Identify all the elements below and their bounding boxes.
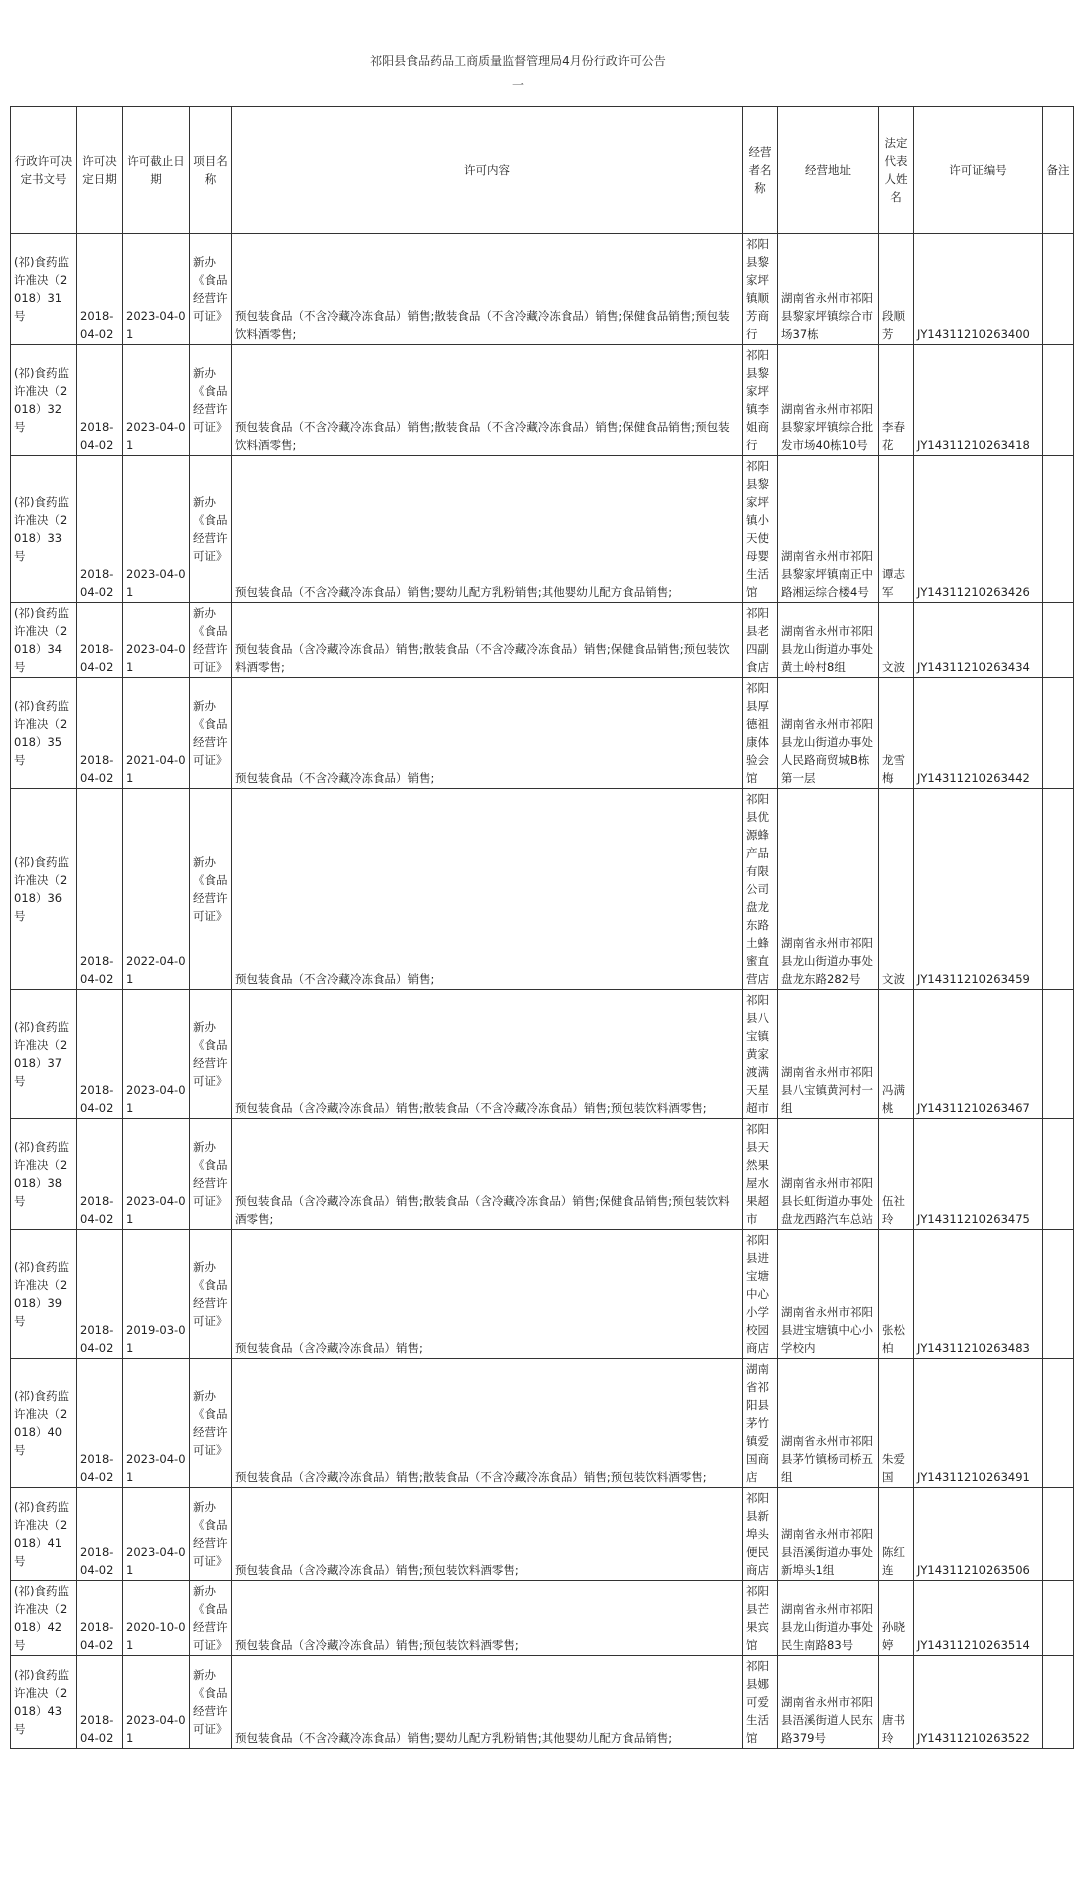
table-row [11,603,1074,678]
cell-decision-date: 2018-04-02 [77,990,123,1119]
table-header-row [11,107,1074,234]
cell-license-number: JY14311210263522 [914,1656,1043,1749]
cell-license-number: JY14311210263467 [914,990,1043,1119]
cell-legal-rep: 陈红连 [879,1488,914,1581]
cell-remark [1043,456,1074,603]
cell-decision-date: 2018-04-02 [77,789,123,990]
cell-decision-date: 2018-04-02 [77,1359,123,1488]
cell-address: 湖南省永州市祁阳县浯溪街道人民东路379号 [778,1656,879,1749]
cell-license-number: JY14311210263491 [914,1359,1043,1488]
cell-doc-number: (祁)食药监许准决（2018）43号 [11,1656,77,1749]
cell-license-number: JY14311210263418 [914,345,1043,456]
table-row [11,345,1074,456]
cell-doc-number: (祁)食药监许准决（2018）41号 [11,1488,77,1581]
cell-license-number: JY14311210263475 [914,1119,1043,1230]
cell-remark [1043,990,1074,1119]
cell-address: 湖南省永州市祁阳县龙山街道办事处黄土岭村8组 [778,603,879,678]
cell-legal-rep: 李春花 [879,345,914,456]
cell-remark [1043,345,1074,456]
cell-legal-rep: 唐书玲 [879,1656,914,1749]
cell-expire-date: 2023-04-01 [123,234,190,345]
cell-address: 湖南省永州市祁阳县茅竹镇杨司桥五组 [778,1359,879,1488]
cell-doc-number: (祁)食药监许准决（2018）38号 [11,1119,77,1230]
cell-doc-number: (祁)食药监许准决（2018）35号 [11,678,77,789]
table-row [11,1119,1074,1230]
cell-legal-rep: 段顺芳 [879,234,914,345]
cell-project-name: 新办《食品经营许可证》 [190,1488,232,1581]
table-row [11,1656,1074,1749]
cell-operator-name: 祁阳县天然果屋水果超市 [743,1119,778,1230]
header-legal-rep: 法定代表人姓名 [879,107,914,234]
cell-legal-rep: 龙雪梅 [879,678,914,789]
table-row [11,234,1074,345]
cell-doc-number: (祁)食药监许准决（2018）34号 [11,603,77,678]
cell-remark [1043,603,1074,678]
header-doc-number: 行政许可决定书文号 [11,107,77,234]
cell-project-name: 新办《食品经营许可证》 [190,1656,232,1749]
table-row [11,1230,1074,1359]
cell-address: 湖南省永州市祁阳县龙山街道办事处人民路商贸城B栋第一层 [778,678,879,789]
header-remark: 备注 [1043,107,1074,234]
cell-content: 预包装食品（含冷藏冷冻食品）销售;散装食品（不含冷藏冷冻食品）销售;预包装饮料酒零售; [232,990,743,1119]
cell-expire-date: 2021-04-01 [123,678,190,789]
cell-address: 湖南省永州市祁阳县龙山街道办事处盘龙东路282号 [778,789,879,990]
cell-address: 湖南省永州市祁阳县进宝塘镇中心小学校内 [778,1230,879,1359]
cell-decision-date: 2018-04-02 [77,1119,123,1230]
cell-remark [1043,678,1074,789]
table-row [11,990,1074,1119]
page-subtitle: 一 [511,78,524,92]
header-decision-date: 许可决定日期 [77,107,123,234]
cell-decision-date: 2018-04-02 [77,1488,123,1581]
cell-license-number: JY14311210263426 [914,456,1043,603]
cell-doc-number: (祁)食药监许准决（2018）33号 [11,456,77,603]
cell-content: 预包装食品（含冷藏冷冻食品）销售;散装食品（含冷藏冷冻食品）销售;保健食品销售;预包装饮料酒零售; [232,1119,743,1230]
cell-decision-date: 2018-04-02 [77,678,123,789]
cell-remark [1043,1359,1074,1488]
cell-expire-date: 2023-04-01 [123,603,190,678]
header-address: 经营地址 [778,107,879,234]
cell-operator-name: 祁阳县厚德祖康体验会馆 [743,678,778,789]
table-row [11,1488,1074,1581]
cell-doc-number: (祁)食药监许准决（2018）31号 [11,234,77,345]
cell-expire-date: 2020-10-01 [123,1581,190,1656]
cell-remark [1043,1119,1074,1230]
cell-operator-name: 祁阳县进宝塘中心小学校园商店 [743,1230,778,1359]
cell-address: 湖南省永州市祁阳县长虹街道办事处盘龙西路汽车总站 [778,1119,879,1230]
cell-project-name: 新办《食品经营许可证》 [190,1581,232,1656]
table-row [11,456,1074,603]
cell-license-number: JY14311210263434 [914,603,1043,678]
cell-address: 湖南省永州市祁阳县黎家坪镇综合批发市场40栋10号 [778,345,879,456]
cell-legal-rep: 朱爱国 [879,1359,914,1488]
cell-project-name: 新办《食品经营许可证》 [190,789,232,990]
cell-address: 湖南省永州市祁阳县黎家坪镇南正中路湘运综合楼4号 [778,456,879,603]
cell-address: 湖南省永州市祁阳县八宝镇黄河村一组 [778,990,879,1119]
table-row [11,678,1074,789]
cell-license-number: JY14311210263442 [914,678,1043,789]
cell-remark [1043,1656,1074,1749]
cell-remark [1043,234,1074,345]
cell-legal-rep: 张松柏 [879,1230,914,1359]
cell-decision-date: 2018-04-02 [77,345,123,456]
cell-project-name: 新办《食品经营许可证》 [190,678,232,789]
cell-content: 预包装食品（含冷藏冷冻食品）销售;预包装饮料酒零售; [232,1581,743,1656]
cell-legal-rep: 冯满桃 [879,990,914,1119]
cell-content: 预包装食品（含冷藏冷冻食品）销售;预包装饮料酒零售; [232,1488,743,1581]
cell-operator-name: 祁阳县新埠头便民商店 [743,1488,778,1581]
cell-project-name: 新办《食品经营许可证》 [190,1359,232,1488]
cell-doc-number: (祁)食药监许准决（2018）40号 [11,1359,77,1488]
cell-expire-date: 2023-04-01 [123,1119,190,1230]
cell-operator-name: 祁阳县黎家坪镇李姐商行 [743,345,778,456]
cell-content: 预包装食品（含冷藏冷冻食品）销售;散装食品（不含冷藏冷冻食品）销售;保健食品销售;预包装饮料酒零售; [232,603,743,678]
cell-project-name: 新办《食品经营许可证》 [190,990,232,1119]
cell-license-number: JY14311210263400 [914,234,1043,345]
header-license-number: 许可证编号 [914,107,1043,234]
table-row [11,789,1074,990]
cell-decision-date: 2018-04-02 [77,603,123,678]
cell-decision-date: 2018-04-02 [77,1230,123,1359]
cell-content: 预包装食品（不含冷藏冷冻食品）销售; [232,789,743,990]
cell-operator-name: 祁阳县娜可爱生活馆 [743,1656,778,1749]
cell-address: 湖南省永州市祁阳县浯溪街道办事处新埠头1组 [778,1488,879,1581]
cell-expire-date: 2019-03-01 [123,1230,190,1359]
cell-decision-date: 2018-04-02 [77,456,123,603]
cell-decision-date: 2018-04-02 [77,1656,123,1749]
cell-license-number: JY14311210263514 [914,1581,1043,1656]
cell-license-number: JY14311210263459 [914,789,1043,990]
cell-address: 湖南省永州市祁阳县黎家坪镇综合市场37栋 [778,234,879,345]
cell-content: 预包装食品（不含冷藏冷冻食品）销售;散装食品（不含冷藏冷冻食品）销售;保健食品销售;预包装饮料酒零售; [232,234,743,345]
cell-operator-name: 祁阳县芒果宾馆 [743,1581,778,1656]
cell-expire-date: 2023-04-01 [123,456,190,603]
cell-content: 预包装食品（不含冷藏冷冻食品）销售;散装食品（不含冷藏冷冻食品）销售;保健食品销售;预包装饮料酒零售; [232,345,743,456]
cell-content: 预包装食品（含冷藏冷冻食品）销售;散装食品（不含冷藏冷冻食品）销售;预包装饮料酒零售; [232,1359,743,1488]
cell-project-name: 新办《食品经营许可证》 [190,1119,232,1230]
cell-legal-rep: 文波 [879,789,914,990]
cell-content: 预包装食品（不含冷藏冷冻食品）销售;婴幼儿配方乳粉销售;其他婴幼儿配方食品销售; [232,456,743,603]
cell-remark [1043,1230,1074,1359]
header-project-name: 项目名称 [190,107,232,234]
cell-legal-rep: 孙晓婷 [879,1581,914,1656]
cell-operator-name: 祁阳县黎家坪镇顺芳商行 [743,234,778,345]
page-title: 祁阳县食品药品工商质量监督管理局4月份行政许可公告 [370,54,666,68]
permit-table [10,106,1074,1749]
cell-expire-date: 2023-04-01 [123,990,190,1119]
cell-doc-number: (祁)食药监许准决（2018）37号 [11,990,77,1119]
cell-doc-number: (祁)食药监许准决（2018）36号 [11,789,77,990]
cell-doc-number: (祁)食药监许准决（2018）39号 [11,1230,77,1359]
cell-operator-name: 湖南省祁阳县茅竹镇爱国商店 [743,1359,778,1488]
cell-project-name: 新办《食品经营许可证》 [190,603,232,678]
table-body [11,234,1074,1749]
cell-legal-rep: 谭志军 [879,456,914,603]
cell-expire-date: 2022-04-01 [123,789,190,990]
cell-project-name: 新办《食品经营许可证》 [190,234,232,345]
cell-expire-date: 2023-04-01 [123,1656,190,1749]
cell-license-number: JY14311210263506 [914,1488,1043,1581]
table-row [11,1359,1074,1488]
cell-expire-date: 2023-04-01 [123,1359,190,1488]
cell-expire-date: 2023-04-01 [123,1488,190,1581]
cell-address: 湖南省永州市祁阳县龙山街道办事处民生南路83号 [778,1581,879,1656]
cell-project-name: 新办《食品经营许可证》 [190,456,232,603]
cell-decision-date: 2018-04-02 [77,234,123,345]
cell-operator-name: 祁阳县八宝镇黄家渡满天星超市 [743,990,778,1119]
header-expire-date: 许可截止日期 [123,107,190,234]
cell-project-name: 新办《食品经营许可证》 [190,1230,232,1359]
table-row [11,1581,1074,1656]
cell-decision-date: 2018-04-02 [77,1581,123,1656]
cell-operator-name: 祁阳县黎家坪镇小天使母婴生活馆 [743,456,778,603]
cell-content: 预包装食品（含冷藏冷冻食品）销售; [232,1230,743,1359]
header-content: 许可内容 [232,107,743,234]
cell-doc-number: (祁)食药监许准决（2018）32号 [11,345,77,456]
cell-license-number: JY14311210263483 [914,1230,1043,1359]
cell-project-name: 新办《食品经营许可证》 [190,345,232,456]
header-operator-name: 经营者名称 [743,107,778,234]
cell-content: 预包装食品（不含冷藏冷冻食品）销售; [232,678,743,789]
cell-operator-name: 祁阳县老四副食店 [743,603,778,678]
cell-remark [1043,1488,1074,1581]
cell-doc-number: (祁)食药监许准决（2018）42号 [11,1581,77,1656]
cell-content: 预包装食品（不含冷藏冷冻食品）销售;婴幼儿配方乳粉销售;其他婴幼儿配方食品销售; [232,1656,743,1749]
cell-expire-date: 2023-04-01 [123,345,190,456]
cell-legal-rep: 伍社玲 [879,1119,914,1230]
cell-remark [1043,789,1074,990]
cell-legal-rep: 文波 [879,603,914,678]
cell-remark [1043,1581,1074,1656]
cell-operator-name: 祁阳县优源蜂产品有限公司盘龙东路土蜂蜜直营店 [743,789,778,990]
